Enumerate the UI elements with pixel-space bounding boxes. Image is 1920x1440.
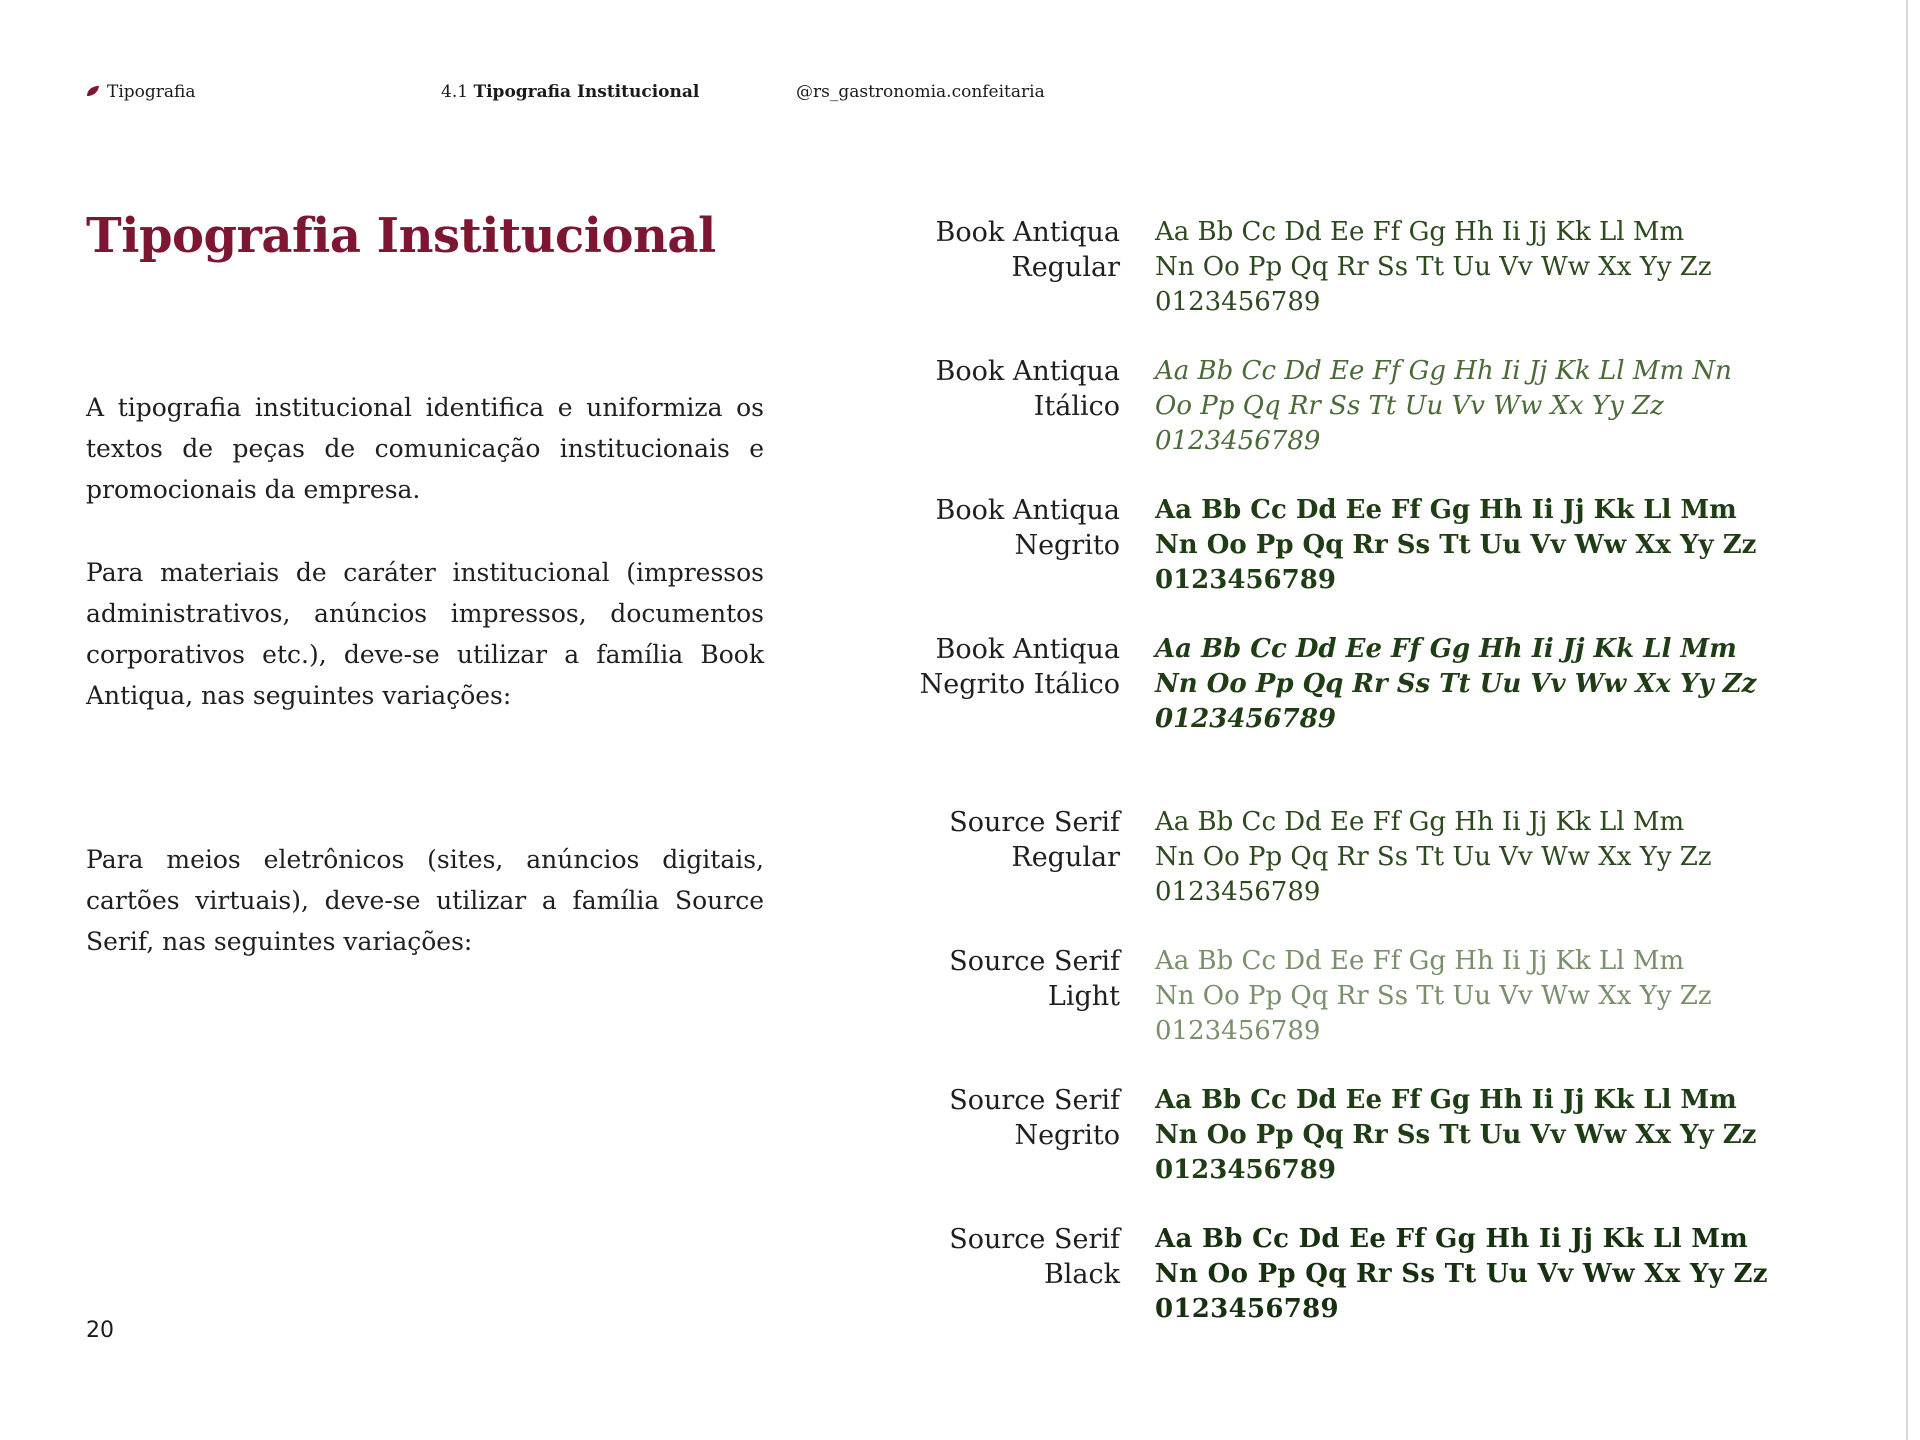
specimen-label xyxy=(900,1083,1120,1153)
specimen-book-antiqua-regular xyxy=(900,215,1720,325)
specimen-book-antiqua-bold-italic xyxy=(900,632,1757,742)
page-title: Tipografia Institucional xyxy=(86,208,716,264)
header-handle: @rs_gastronomia.confeitaria xyxy=(796,82,1045,102)
specimen-variant: Itálico xyxy=(1033,391,1120,422)
header-chapter-number: 4.1 xyxy=(441,82,469,102)
specimen-sample xyxy=(1155,632,1757,737)
specimen-label xyxy=(900,493,1120,563)
specimen-variant: Negrito xyxy=(1014,530,1120,561)
specimen-source-serif-light xyxy=(900,944,1720,1054)
sample-digits: 0123456789 xyxy=(1155,287,1321,317)
specimen-variant: Regular xyxy=(1011,252,1120,283)
specimen-family: Book Antiqua xyxy=(935,634,1120,665)
sample-digits: 0123456789 xyxy=(1155,704,1336,734)
intro-paragraph: A tipografia institucional identifica e uniformiza os textos de peças de comunicação institucionais e promocionais da empresa. xyxy=(86,393,764,504)
header-chapter-title: Tipografia Institucional xyxy=(473,82,700,102)
sample-line: Nn Oo Pp Qq Rr Ss Tt Uu Vv Ww Xx Yy Zz xyxy=(1155,530,1757,560)
specimen-book-antiqua-italic xyxy=(900,354,1732,464)
specimen-family: Source Serif xyxy=(949,1224,1120,1255)
specimen-family: Book Antiqua xyxy=(935,356,1120,387)
specimen-variant: Regular xyxy=(1011,842,1120,873)
specimen-source-serif-regular xyxy=(900,805,1720,915)
sample-digits: 0123456789 xyxy=(1155,1016,1321,1046)
specimen-family: Source Serif xyxy=(949,946,1120,977)
sample-line: Nn Oo Pp Qq Rr Ss Tt Uu Vv Ww Xx Yy Zz xyxy=(1155,1120,1757,1150)
header-section xyxy=(86,82,196,102)
header-section-label: Tipografia xyxy=(107,82,196,102)
sample-line: Nn Oo Pp Qq Rr Ss Tt Uu Vv Ww Xx Yy Zz xyxy=(1155,252,1712,282)
sample-line: Nn Oo Pp Qq Rr Ss Tt Uu Vv Ww Xx Yy Zz xyxy=(1155,1259,1768,1289)
specimen-variant: Light xyxy=(1047,981,1120,1012)
specimen-source-serif-black xyxy=(900,1222,1768,1332)
print-paragraph: Para materiais de caráter institucional (impressos administrativos, anúncios impressos, documentos corporativos etc.), deve-se utilizar a família Book Antiqua, nas seguintes variações: xyxy=(86,558,764,710)
specimen-label xyxy=(900,944,1120,1014)
page-number: 20 xyxy=(86,1318,114,1343)
specimen-book-antiqua-bold xyxy=(900,493,1757,603)
sample-line: Aa Bb Cc Dd Ee Ff Gg Hh Ii Jj Kk Ll Mm xyxy=(1155,217,1685,247)
specimen-variant: Black xyxy=(1043,1259,1120,1290)
specimen-sample xyxy=(1155,215,1715,320)
page-header xyxy=(0,82,1920,112)
specimen-label xyxy=(900,215,1120,285)
specimen-family: Source Serif xyxy=(949,1085,1120,1116)
specimen-variant: Negrito xyxy=(1014,1120,1120,1151)
sample-line: Aa Bb Cc Dd Ee Ff Gg Hh Ii Jj Kk Ll Mm Nn xyxy=(1155,356,1732,386)
sample-line: Aa Bb Cc Dd Ee Ff Gg Hh Ii Jj Kk Ll Mm xyxy=(1155,1085,1737,1115)
sample-line: Nn Oo Pp Qq Rr Ss Tt Uu Vv Ww Xx Yy Zz xyxy=(1155,669,1757,699)
sample-line: Aa Bb Cc Dd Ee Ff Gg Hh Ii Jj Kk Ll Mm xyxy=(1155,495,1737,525)
sample-line: Aa Bb Cc Dd Ee Ff Gg Hh Ii Jj Kk Ll Mm xyxy=(1155,807,1685,837)
specimen-sample xyxy=(1155,1222,1768,1327)
specimen-label xyxy=(900,1222,1120,1292)
sample-line: Aa Bb Cc Dd Ee Ff Gg Hh Ii Jj Kk Ll Mm xyxy=(1155,634,1737,664)
sample-digits: 0123456789 xyxy=(1155,1294,1339,1324)
sample-digits: 0123456789 xyxy=(1155,565,1336,595)
specimen-label xyxy=(900,354,1120,424)
specimen-sample xyxy=(1155,354,1732,459)
specimen-source-serif-bold xyxy=(900,1083,1757,1193)
sample-line: Nn Oo Pp Qq Rr Ss Tt Uu Vv Ww Xx Yy Zz xyxy=(1155,981,1712,1011)
specimen-family: Book Antiqua xyxy=(935,495,1120,526)
specimen-label xyxy=(900,632,1120,702)
header-chapter xyxy=(441,82,699,102)
specimen-sample xyxy=(1155,805,1715,910)
sample-digits: 0123456789 xyxy=(1155,426,1321,456)
digital-paragraph: Para meios eletrônicos (sites, anúncios digitais, cartões virtuais), deve-se utilizar a família Source Serif, nas seguintes variações: xyxy=(86,845,764,956)
sample-line: Aa Bb Cc Dd Ee Ff Gg Hh Ii Jj Kk Ll Mm xyxy=(1155,1224,1749,1254)
specimen-sample xyxy=(1155,1083,1757,1188)
sample-digits: 0123456789 xyxy=(1155,877,1321,907)
sample-line: Oo Pp Qq Rr Ss Tt Uu Vv Ww Xx Yy Zz xyxy=(1155,391,1664,421)
specimen-family: Source Serif xyxy=(949,807,1120,838)
specimen-variant: Negrito Itálico xyxy=(919,669,1120,700)
sample-line: Nn Oo Pp Qq Rr Ss Tt Uu Vv Ww Xx Yy Zz xyxy=(1155,842,1712,872)
specimen-label xyxy=(900,805,1120,875)
specimen-sample xyxy=(1155,493,1757,598)
sample-digits: 0123456789 xyxy=(1155,1155,1336,1185)
specimen-family: Book Antiqua xyxy=(935,217,1120,248)
specimen-sample xyxy=(1155,944,1715,1049)
sample-line: Aa Bb Cc Dd Ee Ff Gg Hh Ii Jj Kk Ll Mm xyxy=(1155,946,1685,976)
leaf-icon xyxy=(86,82,100,102)
page-edge xyxy=(1906,0,1908,1440)
